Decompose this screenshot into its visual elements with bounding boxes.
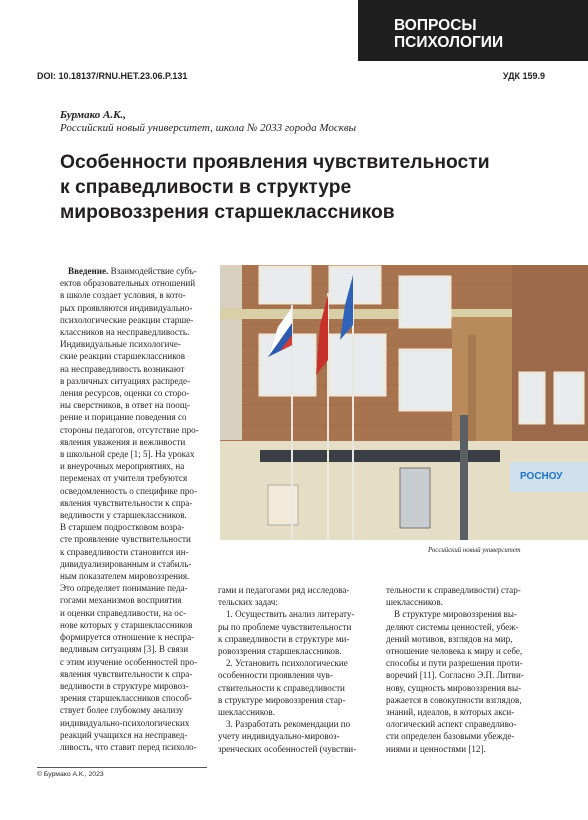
text-line: 2. Установить психологические	[226, 658, 348, 669]
text-line: к справедливости в структуре ми-	[218, 633, 350, 644]
title-line: мировоззрения старшеклассников	[60, 202, 395, 223]
text-line: отношение человека к миру и себе,	[386, 646, 523, 657]
journal-badge	[358, 0, 588, 61]
text-line: и внеурочных мероприятиях, на	[60, 461, 185, 472]
rosnou-sign: РОСНОУ	[520, 471, 563, 482]
text-line: осведомленность о специфике про-	[60, 485, 197, 496]
text-line: В старшем подростковом возра-	[60, 522, 185, 533]
text-line: стороны педагогов, отсутствие про-	[60, 424, 199, 435]
text-line: классников на несправедливость.	[60, 327, 190, 338]
text-line: рых проявляются индивидуально-	[60, 302, 193, 313]
text-line: формируется отношение к неспра-	[60, 632, 195, 643]
text-line: на несправедливость возникают	[60, 363, 185, 374]
text-line: ствует более глубокому анализу	[60, 705, 184, 716]
university-building-photo	[220, 265, 588, 540]
column-3-lines	[386, 584, 536, 755]
text-line: индивидуально-психологических	[60, 717, 190, 728]
text-line: особенности проявления чув-	[218, 670, 333, 681]
journal-name-line2: ПСИХОЛОГИИ	[394, 34, 504, 51]
text-line: ведливости у старшеклассников.	[60, 510, 187, 521]
text-line: в различных ситуациях распреде-	[60, 375, 191, 386]
text-line: Индивидуальные психологиче-	[60, 339, 181, 350]
text-line: зрения старшеклассников способ-	[60, 693, 192, 704]
text-line: Это определяет понимание педа-	[60, 583, 188, 594]
text-line: ровоззрения старшеклассников.	[218, 646, 342, 657]
footnote-rule	[37, 767, 207, 768]
text-line: явления чувствительности к спра-	[60, 668, 193, 679]
text-line: ствительности к справедливости	[218, 682, 345, 693]
article-title	[60, 150, 560, 225]
text-line: воречий [11]. Согласно Э.П. Литви-	[386, 670, 524, 681]
text-line: зренческих особенностей (чувстви-	[218, 743, 357, 754]
text-line: ские реакции старшеклассников	[60, 351, 185, 362]
journal-name-line1: ВОПРОСЫ	[394, 17, 477, 34]
text-line: ологический аспект справедливо-	[386, 719, 517, 730]
text-line: рение и порицание поведения со	[60, 412, 187, 423]
text-line: психологические реакции старше-	[60, 314, 194, 325]
body-column-3	[386, 584, 536, 755]
text-line: сте проявление чувствительности	[60, 534, 191, 545]
text-line: переменах от учителя требуются	[60, 473, 188, 484]
text-line: Взаимодействие субъ-	[108, 266, 197, 276]
text-line: тельности к справедливости) стар-	[386, 585, 521, 595]
udk-code: УДК 159.9	[502, 71, 545, 81]
text-line: гами и педагогами ряд исследова-	[218, 585, 350, 595]
text-line: нову, сущность мировоззрения вы-	[386, 682, 522, 693]
title-line: к справедливости в структуре	[60, 177, 352, 198]
text-line: к справедливости становится ин-	[60, 546, 189, 557]
text-line: способы и пути разрешения проти-	[386, 658, 523, 669]
text-line: нове которых у старшеклассников	[60, 619, 193, 630]
text-line: В структуре мировоззрения вы-	[394, 609, 517, 620]
column-1-lines	[60, 277, 210, 753]
author-name: Бурмако А.К.,	[60, 109, 127, 121]
text-line: ведливым ситуациям [3]. В связи	[60, 644, 189, 655]
text-line: явления чувствительности к спра-	[60, 497, 193, 508]
text-line: явления уважения и вежливости	[60, 436, 186, 447]
text-line: в структуре мировоззрения стар-	[218, 694, 346, 705]
text-line: ектов образовательных отношений	[60, 278, 196, 289]
text-line: гогами механизмов восприятия	[60, 595, 182, 606]
text-line: ведливости в структуре мировоз-	[60, 680, 189, 691]
body-column-1	[60, 265, 210, 753]
copyright: © Бурмако А.К., 2023	[37, 771, 104, 778]
text-line: ниями и ценностями [12].	[386, 743, 486, 754]
text-line: и оценки справедливости, на ос-	[60, 607, 187, 618]
text-line: деляют системы ценностей, убеж-	[386, 621, 519, 632]
text-line: с этим изучение особенностей про-	[60, 656, 198, 667]
text-line: тельских задач:	[218, 597, 278, 608]
text-line: в школьной среде [1; 5]. На уроках	[60, 449, 195, 460]
text-line: ления ресурсов, оценки со сторо-	[60, 388, 190, 399]
text-line: шеклассников.	[386, 597, 443, 608]
text-line: ры по проблеме чувствительности	[218, 621, 352, 632]
photo-caption: Российский новый университет	[428, 547, 521, 554]
author-affiliation: Российский новый университет, школа № 2033 города Москвы	[60, 122, 357, 134]
column-2-lines	[218, 584, 368, 755]
text-line: шеклассников.	[218, 707, 275, 718]
text-line: ливость, что ставит перед психоло-	[60, 741, 197, 752]
text-line: ражается в совокупности взглядов,	[386, 694, 522, 705]
section-heading: Введение.	[68, 266, 109, 276]
text-line: сти определен базовыми убежде-	[386, 731, 515, 742]
text-line: знаний, идеалов, в которых акси-	[386, 707, 515, 718]
text-line: реакций учащихся на несправед-	[60, 729, 188, 740]
body-column-2	[218, 584, 368, 755]
text-line: 3. Разработать рекомендации по	[226, 719, 351, 730]
text-line: ным показателем мировоззрения.	[60, 571, 190, 582]
text-line: дивидуализированным и стабиль-	[60, 558, 192, 569]
building-photo-svg	[220, 265, 588, 540]
text-line: учету индивидуально-мировоз-	[218, 731, 340, 742]
doi: DOI: 10.18137/RNU.HET.23.06.P.131	[37, 71, 188, 81]
intro-first-line	[60, 265, 210, 277]
text-line: в школе создает условия, в кото-	[60, 290, 186, 301]
text-line: 1. Осуществить анализ литерату-	[226, 609, 355, 620]
title-line: Особенности проявления чувствительности	[60, 152, 490, 173]
text-line: ны сверстников, в ответ на поощ-	[60, 400, 190, 411]
text-line: дений мотивов, взглядов на мир,	[386, 633, 513, 644]
